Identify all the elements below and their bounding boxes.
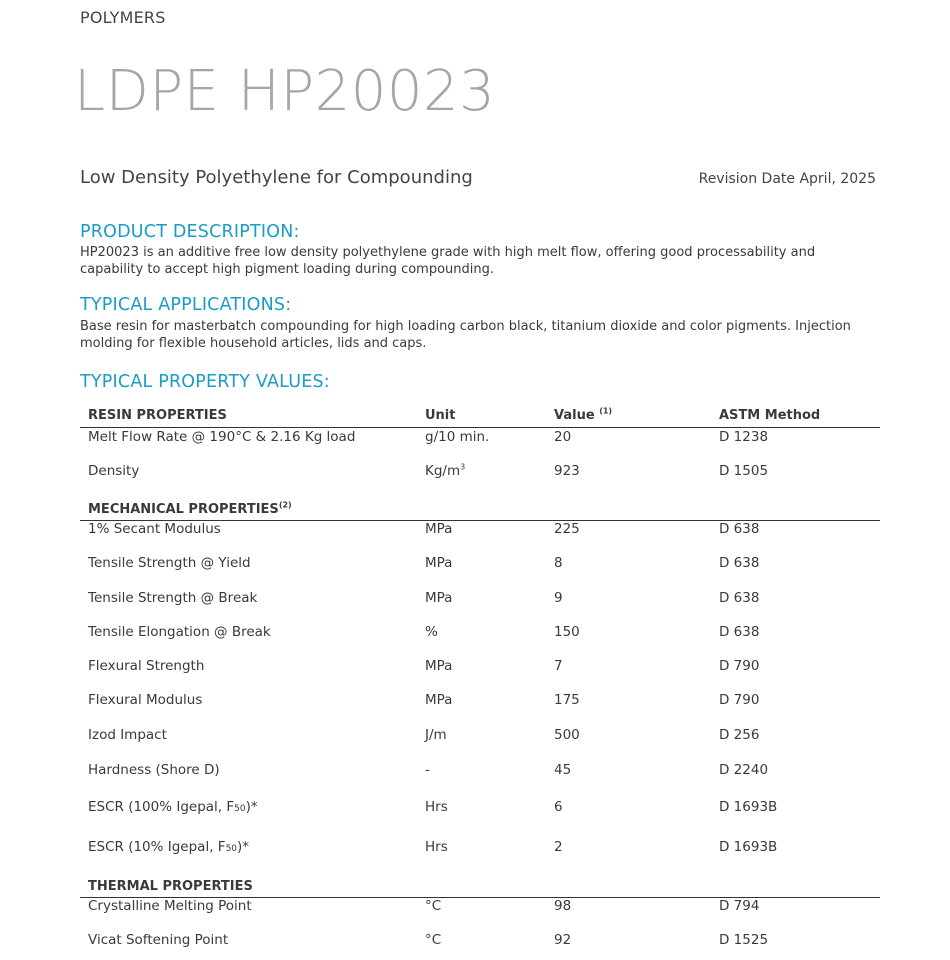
- product-description-heading: PRODUCT DESCRIPTION:: [80, 222, 300, 242]
- property-method: D 638: [719, 555, 760, 571]
- thermal-properties-heading: THERMAL PROPERTIES: [88, 879, 253, 894]
- table-row: [80, 463, 880, 483]
- table-row: [80, 898, 880, 918]
- property-value: 8: [554, 555, 563, 571]
- property-unit: MPa: [425, 555, 453, 571]
- property-unit: g/10 min.: [425, 429, 490, 445]
- table-row: [80, 727, 880, 747]
- property-value: 7: [554, 658, 563, 674]
- property-unit: $Kg/m^3$: [425, 462, 466, 479]
- property-method: D 638: [719, 624, 760, 640]
- product-title: LDPE HP20023: [74, 59, 496, 124]
- property-name: Crystalline Melting Point: [88, 898, 252, 914]
- table-row: [80, 932, 880, 952]
- header-rule: [80, 427, 880, 428]
- property-name: Flexural Modulus: [88, 692, 203, 708]
- revision-date: Revision Date April, 2025: [698, 171, 876, 187]
- table-row: [80, 839, 880, 859]
- property-name: Hardness (Shore D): [88, 762, 220, 778]
- mechanical-properties-header-row: [80, 502, 880, 522]
- property-name: Vicat Softening Point: [88, 932, 229, 948]
- property-unit: MPa: [425, 590, 453, 606]
- property-method: D 1505: [719, 463, 769, 479]
- property-value: 45: [554, 762, 572, 778]
- property-value: 9: [554, 590, 563, 606]
- property-unit: MPa: [425, 521, 453, 537]
- property-value: 20: [554, 429, 572, 445]
- property-name: Melt Flow Rate @ 190°C & 2.16 Kg load: [88, 429, 356, 445]
- property-value: 92: [554, 932, 572, 948]
- property-method: D 1525: [719, 932, 769, 948]
- property-method: D 638: [719, 590, 760, 606]
- table-row: [80, 521, 880, 541]
- property-method: D 790: [719, 692, 760, 708]
- brand-label: POLYMERS: [80, 8, 166, 27]
- property-method: D 638: [719, 521, 760, 537]
- property-name: Flexural Strength: [88, 658, 205, 674]
- property-name: Tensile Elongation @ Break: [88, 624, 271, 640]
- property-name: Izod Impact: [88, 727, 167, 743]
- property-table: [80, 0, 880, 960]
- value-column-header: Value $^{(1)}$: [554, 406, 613, 423]
- typical-applications-text: Base resin for masterbatch compounding for high loading carbon black, titanium dioxide and color pigments. Injection molding for flexible household articles, lids and caps.: [80, 319, 851, 351]
- property-value: 150: [554, 624, 580, 640]
- table-row: [80, 692, 880, 712]
- property-value: 175: [554, 692, 580, 708]
- table-row: [80, 555, 880, 575]
- property-name: Density: [88, 463, 140, 479]
- property-unit: Hrs: [425, 799, 448, 815]
- product-description-text: HP20023 is an additive free low density polyethylene grade with high melt flow, offering good processability and capability to accept high pigment loading during compounding.: [80, 245, 816, 277]
- table-row: [80, 799, 880, 819]
- property-name: 1% Secant Modulus: [88, 521, 221, 537]
- resin-properties-header-row: [80, 408, 880, 428]
- astm-column-header: ASTM Method: [719, 408, 821, 423]
- property-unit: MPa: [425, 692, 453, 708]
- table-row: [80, 590, 880, 610]
- property-unit: °C: [425, 932, 442, 948]
- property-value: 923: [554, 463, 580, 479]
- property-unit: -: [425, 762, 430, 778]
- property-value: 2: [554, 839, 563, 855]
- property-name: ESCR (10% Igepal, F50)*: [88, 839, 250, 855]
- unit-column-header: Unit: [425, 408, 456, 423]
- thermal-properties-header-row: [80, 879, 880, 899]
- mechanical-properties-heading: MECHANICAL PROPERTIES$^{(2)}$: [88, 500, 292, 517]
- property-method: D 794: [719, 898, 760, 914]
- property-method: D 2240: [719, 762, 769, 778]
- property-method: D 1693B: [719, 799, 778, 815]
- typical-property-values-heading: TYPICAL PROPERTY VALUES:: [80, 372, 330, 392]
- resin-properties-heading: RESIN PROPERTIES: [88, 408, 227, 423]
- product-subtitle: Low Density Polyethylene for Compounding: [80, 167, 473, 188]
- table-row: [80, 624, 880, 644]
- property-unit: Hrs: [425, 839, 448, 855]
- typical-applications-heading: TYPICAL APPLICATIONS:: [80, 295, 292, 315]
- property-method: D 1238: [719, 429, 769, 445]
- property-name: ESCR (100% Igepal, F50)*: [88, 799, 258, 815]
- table-row: [80, 658, 880, 678]
- property-value: 225: [554, 521, 580, 537]
- property-method: D 1693B: [719, 839, 778, 855]
- table-row: [80, 762, 880, 782]
- property-method: D 256: [719, 727, 760, 743]
- property-method: D 790: [719, 658, 760, 674]
- property-value: 6: [554, 799, 563, 815]
- property-value: 98: [554, 898, 572, 914]
- property-unit: J/m: [425, 727, 447, 743]
- property-unit: %: [425, 624, 438, 640]
- property-name: Tensile Strength @ Yield: [88, 555, 251, 571]
- table-row: [80, 429, 880, 449]
- property-name: Tensile Strength @ Break: [88, 590, 258, 606]
- property-unit: MPa: [425, 658, 453, 674]
- property-value: 500: [554, 727, 580, 743]
- property-unit: °C: [425, 898, 442, 914]
